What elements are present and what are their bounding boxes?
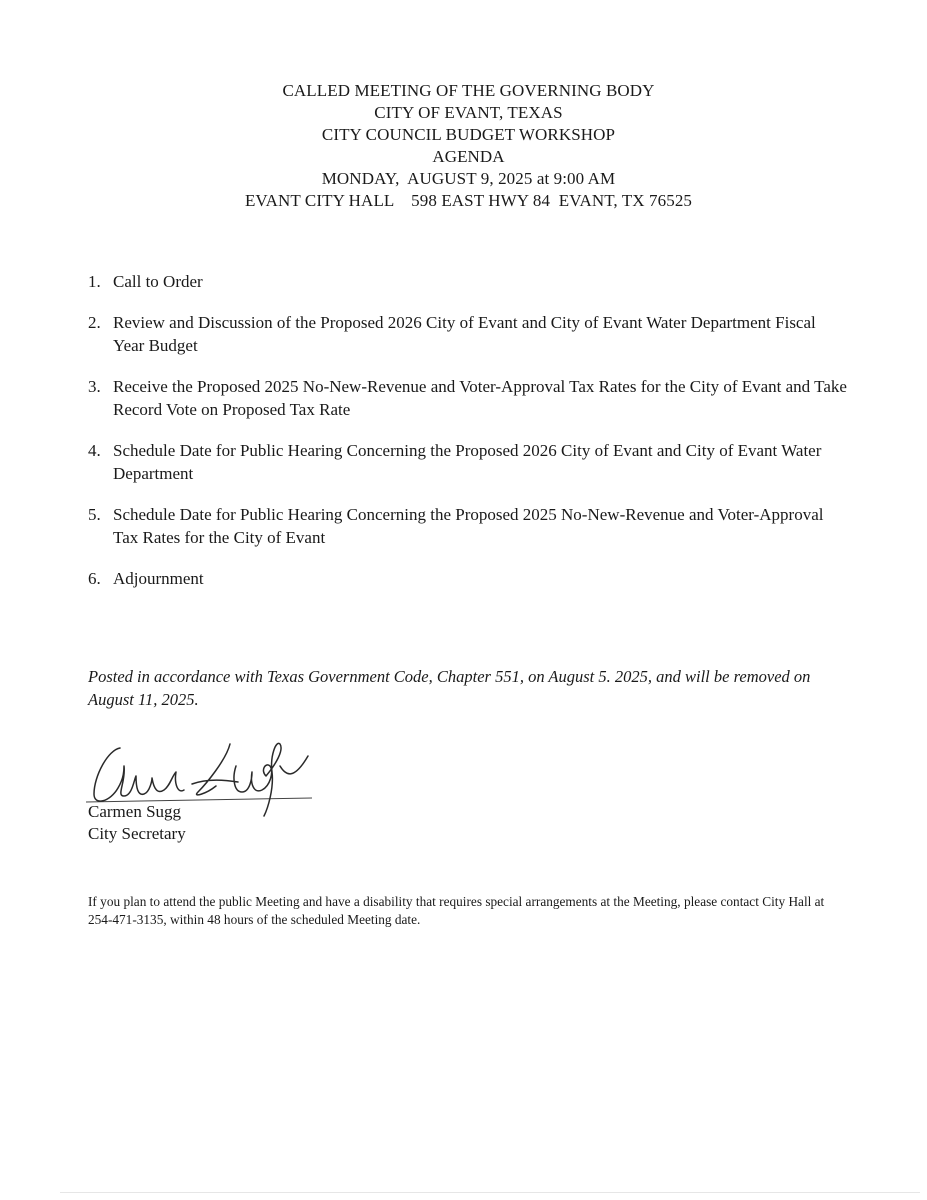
signature-last-name-stroke <box>192 743 308 816</box>
agenda-item <box>88 311 848 357</box>
agenda-item-text: Review and Discussion of the Proposed 2026 City of Evant and City of Evant Water Department Fiscal Year Budget <box>113 313 816 355</box>
agenda-heading: AGENDA <box>432 147 505 166</box>
agenda-item-number: 1. <box>88 272 101 291</box>
scan-edge-divider <box>60 1192 920 1193</box>
posting-notice: Posted in accordance with Texas Government Code, Chapter 551, on August 5. 2025, and will be removed on August 11, 2025. <box>88 667 811 709</box>
agenda-item-number: 2. <box>88 313 101 332</box>
signer-title: City Secretary <box>88 824 186 843</box>
document-header <box>0 80 927 212</box>
meeting-title: CALLED MEETING OF THE GOVERNING BODY <box>282 81 655 100</box>
agenda-list <box>88 270 848 608</box>
meeting-location: EVANT CITY HALL 598 EAST HWY 84 EVANT, TX 76525 <box>244 191 693 210</box>
agenda-item <box>88 503 848 549</box>
workshop-title: CITY COUNCIL BUDGET WORKSHOP <box>321 125 616 144</box>
agenda-item-number: 4. <box>88 441 101 460</box>
meeting-datetime: MONDAY, AUGUST 9, 2025 at 9:00 AM <box>321 169 616 188</box>
agenda-item <box>88 375 848 421</box>
agenda-item <box>88 567 848 590</box>
signature-first-name-stroke <box>94 748 184 801</box>
agenda-item-number: 3. <box>88 377 101 396</box>
agenda-item-text: Schedule Date for Public Hearing Concerning the Proposed 2026 City of Evant and City of Evant Water Department <box>113 441 822 483</box>
agenda-item <box>88 439 848 485</box>
signer-block <box>88 801 186 845</box>
signer-name: Carmen Sugg <box>88 802 182 821</box>
agenda-item-text: Adjournment <box>113 569 204 588</box>
accessibility-notice: If you plan to attend the public Meeting and have a disability that requires special arrangements at the Meeting, please contact City Hall at 254-471-3135, within 48 hours of the scheduled Meeting date. <box>88 894 825 927</box>
agenda-item-text: Receive the Proposed 2025 No-New-Revenue and Voter-Approval Tax Rates for the City of Evant and Take Record Vote on Proposed Tax Rate <box>113 377 847 419</box>
city-name: CITY OF EVANT, TEXAS <box>374 103 563 122</box>
agenda-item-number: 5. <box>88 505 101 524</box>
agenda-item <box>88 270 848 293</box>
agenda-item-number: 6. <box>88 569 101 588</box>
agenda-item-text: Call to Order <box>113 272 203 291</box>
agenda-item-text: Schedule Date for Public Hearing Concerning the Proposed 2025 No-New-Revenue and Voter-Approval Tax Rates for the City of Evant <box>113 505 824 547</box>
